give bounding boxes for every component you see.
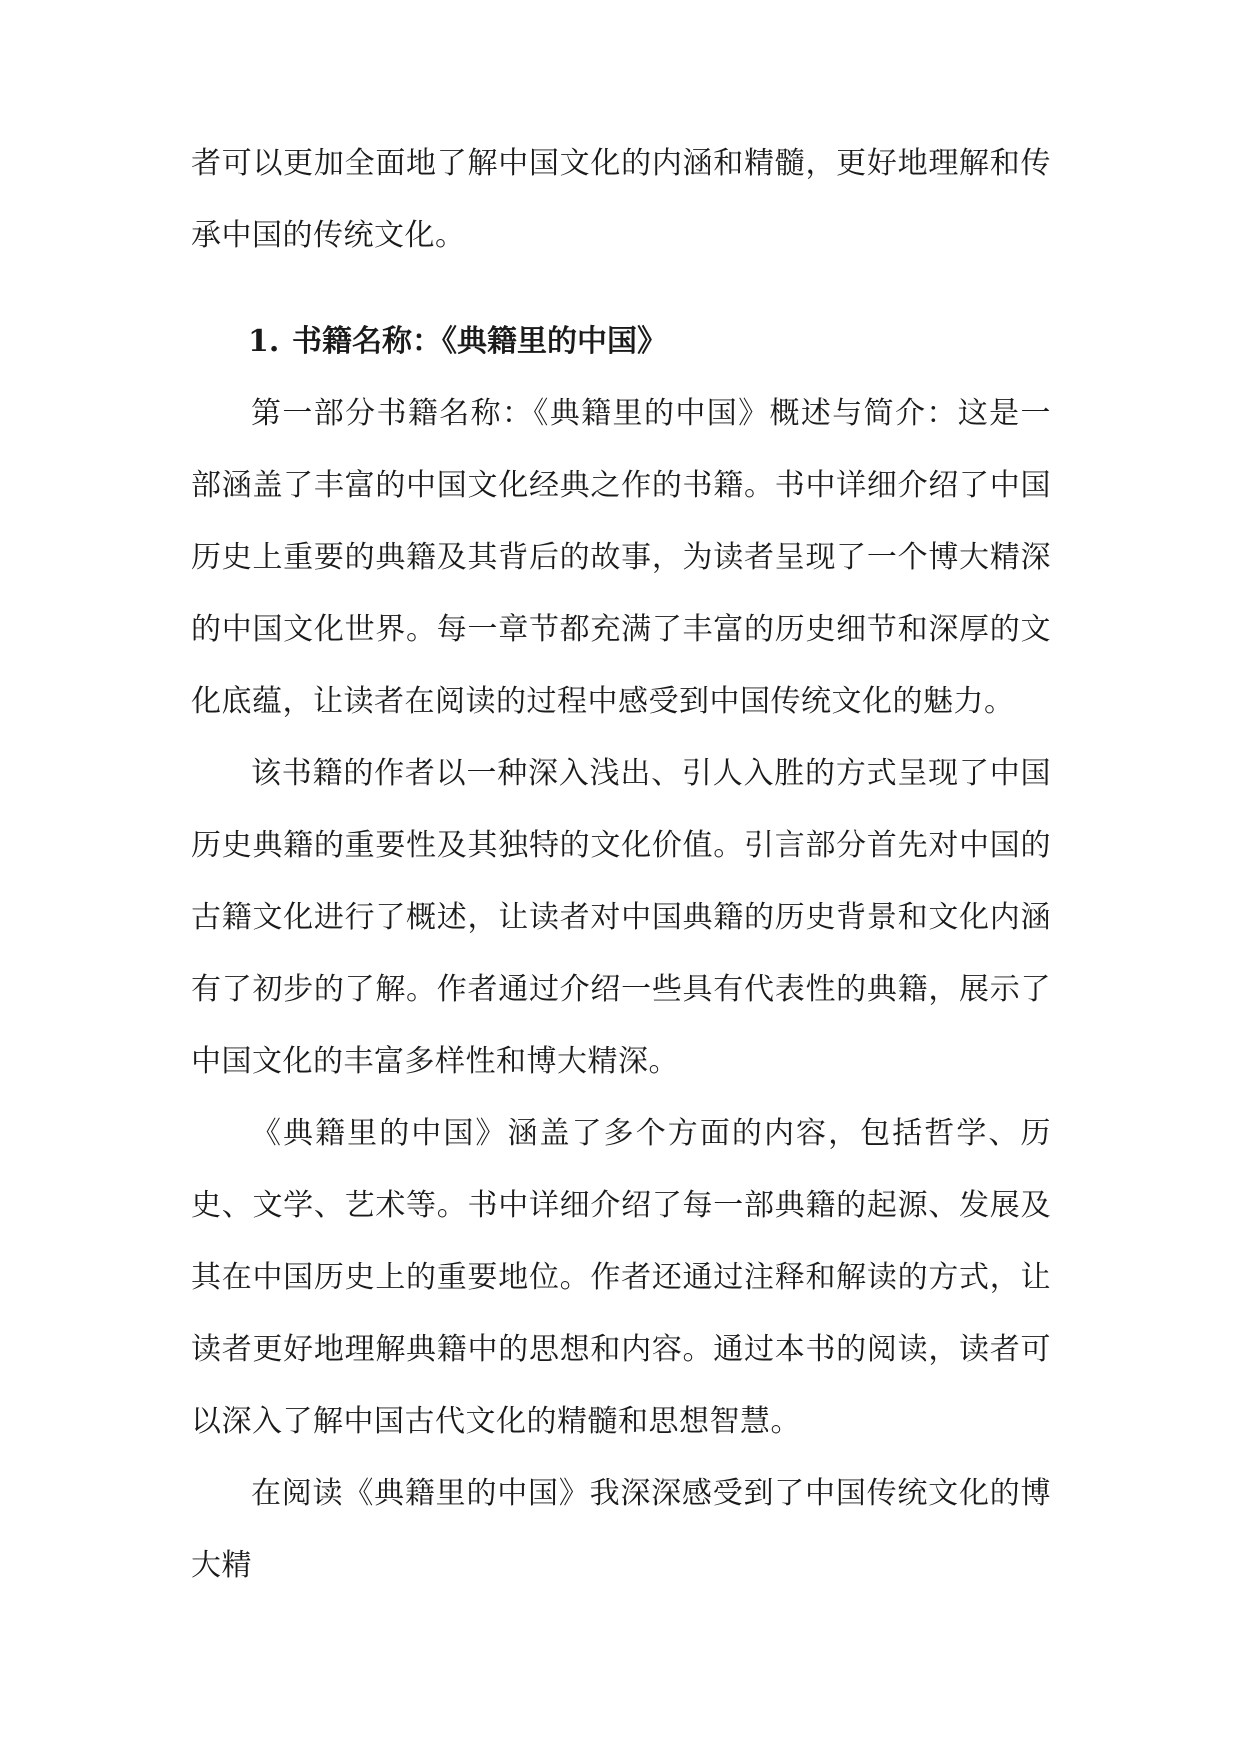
section-heading <box>191 306 1051 378</box>
body-paragraph: 在阅读《典籍里的中国》我深深感受到了中国传统文化的博大精 <box>191 1476 1051 1583</box>
heading-text: 书籍名称：《典籍里的中国》 <box>292 324 667 359</box>
heading-number: 1. <box>248 324 280 359</box>
intro-paragraph: 者可以更加全面地了解中国文化的内涵和精髓，更好地理解和传承中国的传统文化。 <box>191 146 1051 253</box>
body-paragraph: 该书籍的作者以一种深入浅出、引人入胜的方式呈现了中国历史典籍的重要性及其独特的文化价值。引言部分首先对中国的古籍文化进行了概述，让读者对中国典籍的历史背景和文化内涵有了初步的了解。作者通过介绍一些具有代表性的典籍，展示了中国文化的丰富多样性和博大精深。 <box>191 756 1051 1079</box>
body-paragraph: 《典籍里的中国》涵盖了多个方面的内容，包括哲学、历史、文学、艺术等。书中详细介绍了每一部典籍的起源、发展及其在中国历史上的重要地位。作者还通过注释和解读的方式，让读者更好地理解典籍中的思想和内容。通过本书的阅读，读者可以深入了解中国古代文化的精髓和思想智慧。 <box>191 1116 1051 1439</box>
body-paragraph: 第一部分书籍名称：《典籍里的中国》概述与简介：这是一部涵盖了丰富的中国文化经典之作的书籍。书中详细介绍了中国历史上重要的典籍及其背后的故事，为读者呈现了一个博大精深的中国文化世界。每一章节都充满了丰富的历史细节和深厚的文化底蕴，让读者在阅读的过程中感受到中国传统文化的魅力。 <box>191 396 1051 719</box>
document-body <box>191 128 1051 1602</box>
